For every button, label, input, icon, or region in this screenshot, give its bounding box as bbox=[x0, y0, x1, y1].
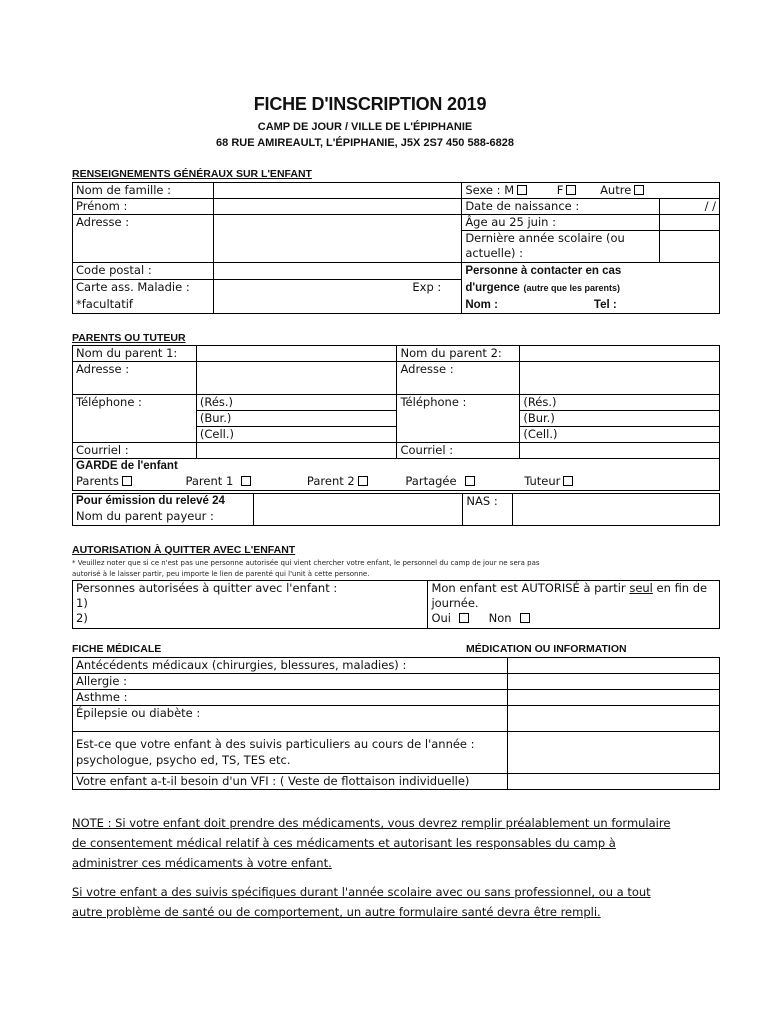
postal-code-field[interactable] bbox=[213, 263, 462, 280]
parent2-email-field[interactable] bbox=[520, 443, 720, 459]
age-field[interactable] bbox=[660, 215, 720, 231]
emergency-tel-label: Tel : bbox=[593, 299, 617, 311]
custody-p1-label: Parent 1 bbox=[185, 474, 234, 488]
phone-spacer bbox=[73, 427, 197, 443]
phone-spacer bbox=[73, 411, 197, 427]
res-label: (Rés.) bbox=[199, 395, 234, 409]
postal-code-label: Code postal : bbox=[73, 263, 214, 280]
custody-shared-checkbox[interactable] bbox=[465, 476, 475, 486]
payer-field[interactable] bbox=[253, 494, 463, 526]
authorization-table bbox=[72, 580, 720, 629]
followup-label: Est-ce que votre enfant à des suivis particuliers au cours de l'année : psychologue, psycho ed, TS, TES etc. bbox=[73, 732, 508, 774]
emergency-label-1: Personne à contacter en cas bbox=[465, 265, 622, 277]
rl24-cell bbox=[73, 494, 254, 526]
leave-alone-seul: seul bbox=[629, 581, 653, 595]
oui-label: Oui bbox=[431, 611, 451, 625]
parent2-phone-res[interactable] bbox=[520, 395, 720, 411]
last-name-field[interactable] bbox=[213, 183, 462, 199]
followup-field[interactable] bbox=[508, 732, 720, 774]
section-parents-heading: PARENTS OU TUTEUR bbox=[72, 332, 186, 344]
authorization-note-2: autorisé à le laisser partir, peu importe le lien de parenté qui l'unit à cette personne. bbox=[72, 570, 370, 578]
medication-note: NOTE : Si votre enfant doit prendre des médicaments, vous devrez remplir préalablement un formulaire de consentement médical relatif à ces médicaments et autorisant les responsables du camp à administrer ces médicaments à votre enfant. bbox=[72, 816, 671, 870]
phone-spacer bbox=[397, 427, 520, 443]
camp-name: CAMP DE JOUR / VILLE DE L'ÉPIPHANIE bbox=[257, 121, 473, 133]
parent2-phone-bur[interactable] bbox=[520, 411, 720, 427]
leave-alone-text-a: Mon enfant est AUTORISÉ à partir bbox=[431, 581, 626, 595]
health-card-field[interactable] bbox=[213, 280, 462, 297]
authorized-person-2: 2) bbox=[76, 611, 88, 625]
custody-p2-label: Parent 2 bbox=[306, 474, 355, 488]
custody-guardian-checkbox[interactable] bbox=[563, 476, 573, 486]
sex-label: Sexe : M bbox=[465, 183, 515, 197]
custody-shared-label: Partagée bbox=[405, 474, 457, 488]
parents-table bbox=[72, 345, 720, 491]
health-card-field-lower[interactable] bbox=[213, 297, 462, 314]
parent2-address-label: Adresse : bbox=[397, 362, 520, 395]
authorized-persons-field[interactable] bbox=[73, 581, 428, 629]
parent2-phone-cell[interactable] bbox=[520, 427, 720, 443]
sex-f-label: F bbox=[556, 183, 564, 197]
nas-field[interactable] bbox=[513, 494, 720, 526]
parent2-email-label: Courriel : bbox=[397, 443, 520, 459]
leave-alone-text-b: en fin de journée. bbox=[431, 581, 708, 610]
camp-address: 68 RUE AMIREAULT, L'ÉPIPHANIE, J5X 2S7 450 588-6828 bbox=[216, 137, 514, 149]
sex-other-label: Autre bbox=[600, 183, 632, 197]
special-followup-note: Si votre enfant a des suivis spécifiques durant l'année scolaire avec ou sans professionnel, ou a tout autre problème de santé ou de comportement, un autre formulaire santé devra être rempli. bbox=[72, 885, 651, 919]
parent1-phone-res[interactable] bbox=[196, 395, 397, 411]
sex-f-checkbox[interactable] bbox=[566, 185, 576, 195]
bur-label: (Bur.) bbox=[523, 411, 555, 425]
parent1-address-label: Adresse : bbox=[73, 362, 197, 395]
section-authorization-heading: AUTORISATION À QUITTER AVEC L'ENFANT bbox=[72, 544, 296, 556]
sex-other-checkbox[interactable] bbox=[634, 185, 644, 195]
parent1-field[interactable] bbox=[196, 346, 397, 362]
health-card-label: Carte ass. Maladie : bbox=[73, 280, 214, 297]
address-spacer bbox=[73, 231, 214, 263]
last-school-year-label: Dernière année scolaire (ou actuelle) : bbox=[462, 231, 660, 263]
phone-spacer bbox=[397, 411, 520, 427]
medical-history-field[interactable] bbox=[508, 658, 720, 674]
parent1-phone-bur[interactable] bbox=[196, 411, 397, 427]
form-title: FICHE D'INSCRIPTION 2019 bbox=[253, 94, 487, 114]
dob-field[interactable] bbox=[660, 199, 720, 215]
allergy-label: Allergie : bbox=[73, 674, 508, 690]
cell-label: (Cell.) bbox=[199, 427, 234, 441]
authorization-note-1: * Veuillez noter que si ce n'est pas une personne autorisée qui vient chercher votre enfant, le personnel du camp de jour ne sera pas bbox=[72, 559, 540, 567]
epilepsy-field[interactable] bbox=[508, 706, 720, 732]
emergency-label-2: d'urgence bbox=[465, 282, 520, 294]
custody-parents-checkbox[interactable] bbox=[122, 476, 132, 486]
asthma-field[interactable] bbox=[508, 690, 720, 706]
section-medical-heading: FICHE MÉDICALE bbox=[72, 643, 162, 655]
custody-p2-checkbox[interactable] bbox=[358, 476, 368, 486]
cell-label: (Cell.) bbox=[523, 427, 558, 441]
authorized-person-1: 1) bbox=[76, 596, 88, 610]
first-name-field[interactable] bbox=[213, 199, 462, 215]
dob-slashes: / / bbox=[704, 199, 716, 213]
rl24-table bbox=[72, 493, 720, 526]
authorized-persons-label: Personnes autorisées à quitter avec l'enfant : bbox=[76, 581, 338, 595]
parent2-field[interactable] bbox=[520, 346, 720, 362]
custody-guardian-label: Tuteur bbox=[524, 474, 561, 488]
sex-field[interactable] bbox=[462, 183, 720, 199]
oui-checkbox[interactable] bbox=[459, 613, 469, 623]
parent2-address-field[interactable] bbox=[520, 362, 720, 395]
exp-label: Exp : bbox=[412, 280, 442, 294]
non-checkbox[interactable] bbox=[520, 613, 530, 623]
custody-p1-checkbox[interactable] bbox=[241, 476, 251, 486]
vfi-label: Votre enfant a-t-il besoin d'un VFI : ( Veste de flottaison individuelle) bbox=[73, 774, 508, 790]
parent1-address-field[interactable] bbox=[196, 362, 397, 395]
last-school-year-field[interactable] bbox=[660, 231, 720, 263]
parent1-phone-cell[interactable] bbox=[196, 427, 397, 443]
asthma-label: Asthme : bbox=[73, 690, 508, 706]
last-name-label: Nom de famille : bbox=[73, 183, 214, 199]
dob-label: Date de naissance : bbox=[462, 199, 660, 215]
custody-label: GARDE de l'enfant bbox=[76, 460, 178, 472]
age-label: Âge au 25 juin : bbox=[462, 215, 660, 231]
first-name-label: Prénom : bbox=[73, 199, 214, 215]
parent1-phone-label: Téléphone : bbox=[73, 395, 197, 411]
bur-label: (Bur.) bbox=[199, 411, 232, 425]
emergency-contact-field[interactable] bbox=[462, 263, 720, 314]
section-medication-heading: MÉDICATION OU INFORMATION bbox=[466, 643, 627, 655]
res-label: (Rés.) bbox=[523, 395, 557, 409]
medical-history-label: Antécédents médicaux (chirurgies, blessures, maladies) : bbox=[73, 658, 508, 674]
address-label: Adresse : bbox=[73, 215, 214, 231]
address-field[interactable] bbox=[213, 215, 462, 263]
medical-table bbox=[72, 657, 720, 790]
emergency-label-2b: (autre que les parents) bbox=[523, 283, 620, 293]
payer-label: Nom du parent payeur : bbox=[76, 509, 214, 523]
custody-field[interactable] bbox=[73, 459, 720, 491]
parent1-label: Nom du parent 1: bbox=[73, 346, 197, 362]
parent2-label: Nom du parent 2: bbox=[397, 346, 520, 362]
optional-note: *facultatif bbox=[73, 297, 214, 314]
parent1-email-field[interactable] bbox=[196, 443, 397, 459]
leave-alone-field[interactable] bbox=[428, 581, 720, 629]
custody-parents-label: Parents bbox=[76, 474, 119, 488]
rl24-label: Pour émission du relevé 24 bbox=[76, 495, 225, 507]
non-label: Non bbox=[488, 611, 512, 625]
child-info-table bbox=[72, 182, 720, 314]
emergency-name-label: Nom : bbox=[465, 299, 498, 311]
parent2-phone-label: Téléphone : bbox=[397, 395, 520, 411]
vfi-field[interactable] bbox=[508, 774, 720, 790]
parent1-email-label: Courriel : bbox=[73, 443, 197, 459]
nas-label: NAS : bbox=[463, 494, 513, 526]
epilepsy-label: Épilepsie ou diabète : bbox=[73, 706, 508, 732]
allergy-field[interactable] bbox=[508, 674, 720, 690]
section-child-heading: RENSEIGNEMENTS GÉNÉRAUX SUR L'ENFANT bbox=[72, 168, 312, 180]
sex-m-checkbox[interactable] bbox=[517, 185, 527, 195]
